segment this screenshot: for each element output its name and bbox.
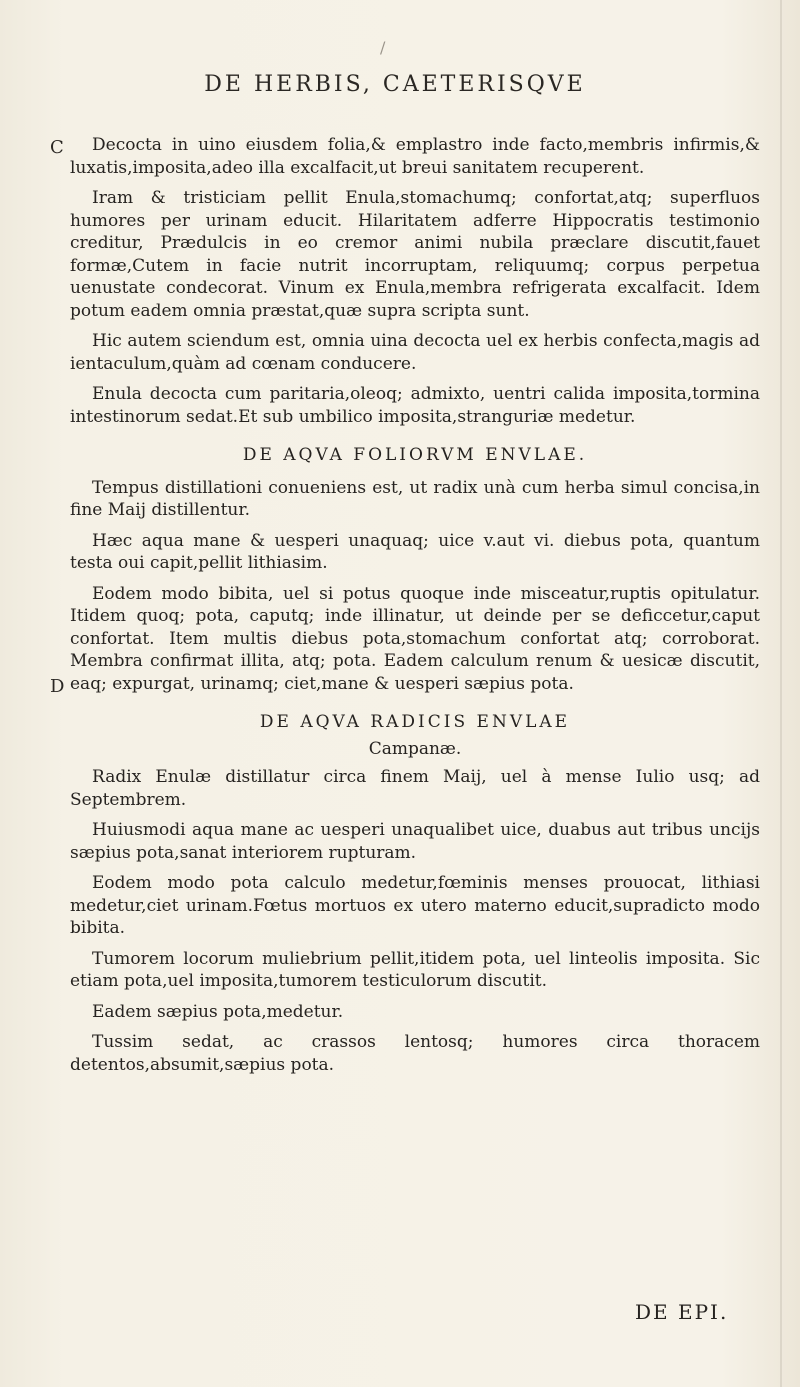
running-head: DE HERBIS, CAETERISQVE xyxy=(204,72,586,97)
paragraph-haec-aqua: Hæc aqua mane & uesperi unaquaq; uice v.aut vi. diebus pota, quantum testa oui capit,pellit lithiasim. xyxy=(70,530,760,573)
paragraph-eadem: Eadem sæpius pota,medetur. xyxy=(92,1001,344,1022)
page-edge-shadow xyxy=(780,0,782,1387)
paragraph-huiusmodi: Huiusmodi aqua mane ac uesperi unaqualibet uice, duabus aut tribus uncijs sæpius pota,sanat interiorem rupturam. xyxy=(70,820,760,863)
paragraph-decocta: Decocta in uino eiusdem folia,& emplastro inde facto,membris infirmis,& luxatis,imposita,adeo illa excalfacit,ut breui sanitatem recuperent. xyxy=(70,135,760,178)
paragraph-tempus: Tempus distillationi conueniens est, ut radix unà cum herba simul concisa,in fine Maij distillentur. xyxy=(70,477,760,520)
section-title-aqua-foliorum: DE AQVA FOLIORVM ENVLAE. xyxy=(242,445,588,465)
margin-letter-c: C xyxy=(50,137,64,158)
paragraph-eodem-pota: Eodem modo pota calculo medetur,fœminis menses prouocat, lithiasi medetur,ciet urinam.Fœtus mortuos ex utero materno educit,supradicto modo bibita. xyxy=(70,873,760,938)
page-mark: / xyxy=(380,38,386,57)
paragraph-eodem-modo: Eodem modo bibita, uel si potus quoque inde misceatur,ruptis opitulatur. Itidem quoq; pota, caputq; inde illinatur, ut deinde per se deficcetur,caput confortat. Item multis diebus pota,stomachum confortat atq; corroborat. Membra confirmat illita, atq; pota. Eadem calculum renum & uesicæ discutit, eaq; expurgat, urinamq; ciet,mane & uesperi sæpius pota. xyxy=(70,583,760,694)
section-title-aqua-radicis: DE AQVA RADICIS ENVLAE xyxy=(259,712,571,732)
paragraph-radix: Radix Enulæ distillatur circa finem Maij, uel à mense Iulio usq; ad Septembrem. xyxy=(70,767,760,810)
margin-letter-d: D xyxy=(50,676,65,697)
paragraph-iram: Iram & tristiciam pellit Enula,stomachumq; confortat,atq; superfluos humores per urinam educit. Hilaritatem adferre Hippocratis testimonio creditur, Prædulcis in eo cremor animi nubila præclare discutit,fauet formæ,Cutem in facie nutrit incorruptam, reliquumq; corpus perpetua uenustate condecorat. Vinum ex Enula,membra refrigerata excalfacit. Idem potum eadem omnia præstat,quæ supra scripta sunt. xyxy=(70,188,760,321)
section-subtitle-campanae: Campanæ. xyxy=(368,738,462,759)
paragraph-hic-autem: Hic autem sciendum est, omnia uina decocta uel ex herbis confecta,magis ad ientaculum,quàm ad cœnam conducere. xyxy=(70,331,760,374)
paragraph-tussim: Tussim sedat, ac crassos lentosq; humores circa thoracem detentos,absumit,sæpius pota. xyxy=(70,1032,760,1075)
catchword: DE EPI. xyxy=(635,1300,729,1324)
paragraph-enula-decocta: Enula decocta cum paritaria,oleoq; admixto, uentri calida imposita,tormina intestinorum sedat.Et sub umbilico imposita,stranguriæ medetur. xyxy=(70,384,760,427)
paragraph-tumorem: Tumorem locorum muliebrium pellit,itidem pota, uel linteolis imposita. Sic etiam pota,uel imposita,tumorem testiculorum discutit. xyxy=(70,948,760,991)
body-text xyxy=(70,134,760,1084)
